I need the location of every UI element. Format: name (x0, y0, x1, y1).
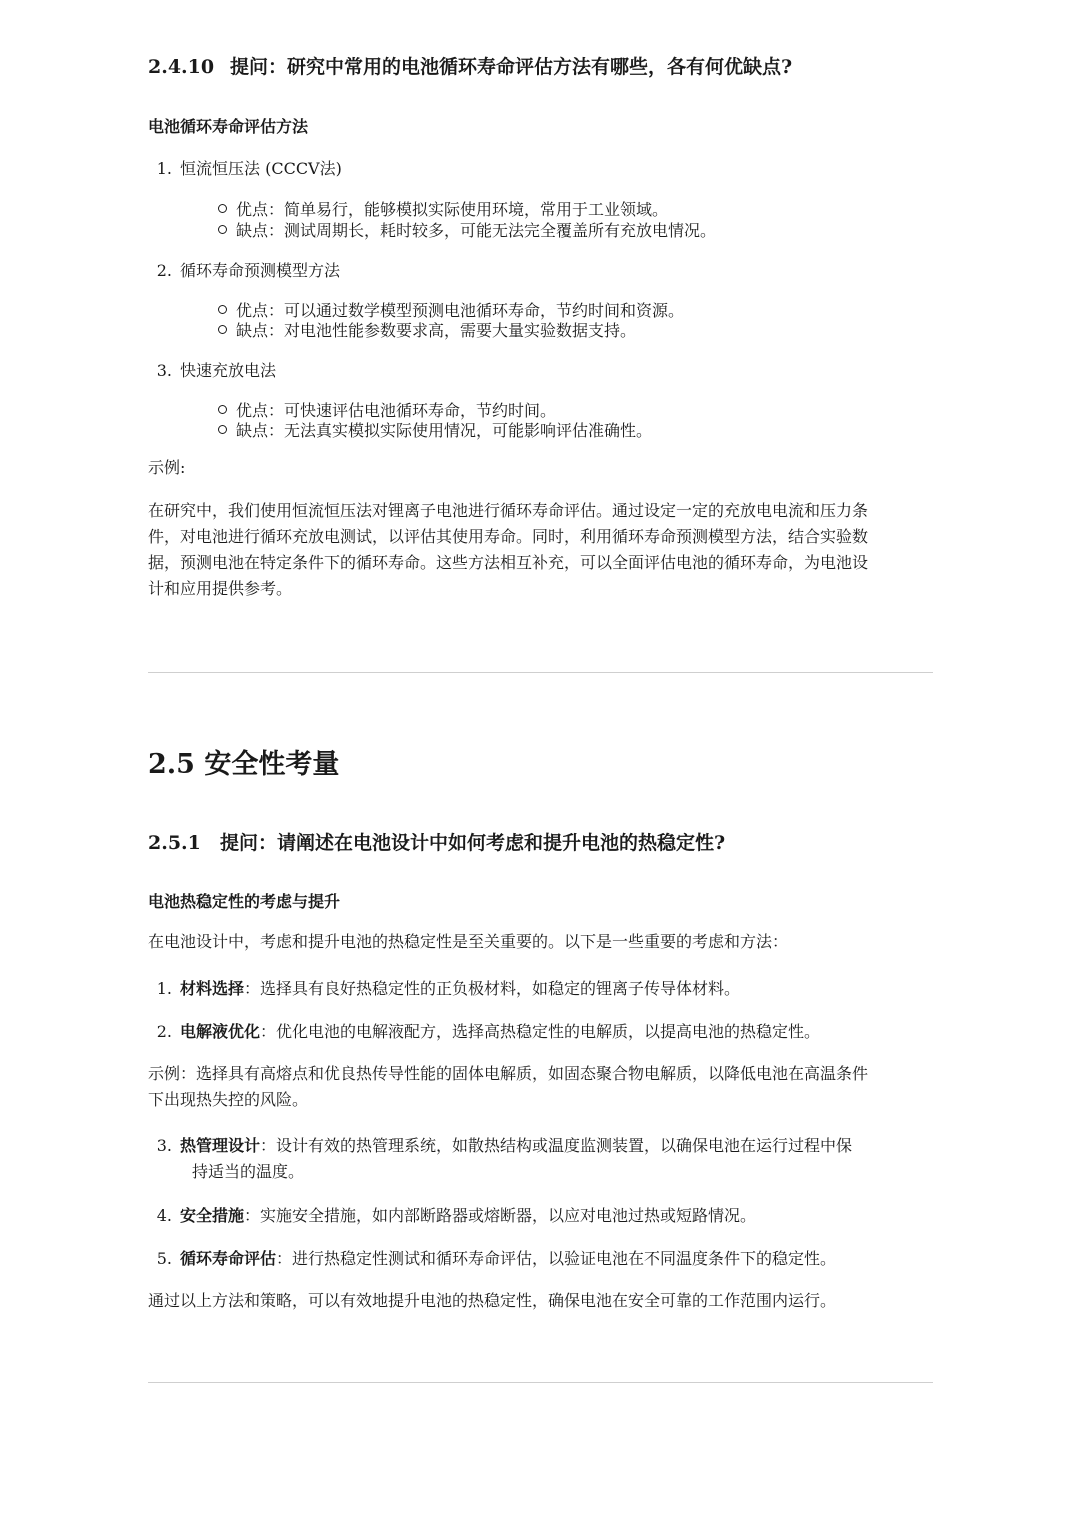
cons-text: 无法真实模拟实际使用情况，可能影响评估准确性。 (284, 421, 653, 440)
cons-text: 对电池性能参数要求高，需要大量实验数据支持。 (284, 321, 637, 340)
section-title: 提问：请阐述在电池设计中如何考虑和提升电池的热稳定性? (220, 832, 726, 854)
bullet-circle-icon (218, 425, 227, 434)
method-item-2 (148, 258, 340, 281)
thermal-example-line-1: 示例：选择具有高熔点和优良热传导性能的固体电解质，如固态聚合物电解质，以降低电池在高温条件 (148, 1064, 869, 1083)
section-divider-bottom (148, 1382, 933, 1383)
pros-label: 优点： (236, 401, 285, 420)
cons-label: 缺点： (236, 221, 285, 240)
example-paragraph-line-1: 在研究中，我们使用恒流恒压法对锂离子电池进行循环寿命评估。通过设定一定的充放电电流和压力条 (148, 501, 869, 520)
section-2-5-1-heading (148, 828, 725, 855)
list-number: 1. (156, 979, 172, 998)
item-label: 材料选择 (180, 979, 245, 998)
thermal-item-3-continuation: 持适当的温度。 (192, 1162, 305, 1181)
example-label: 示例: (148, 458, 186, 477)
item-label: 电解液优化 (180, 1022, 261, 1041)
item-text: ：进行热稳定性测试和循环寿命评估，以验证电池在不同温度条件下的稳定性。 (276, 1249, 837, 1268)
list-number: 2. (156, 261, 172, 280)
pros-text: 可快速评估电池循环寿命，节约时间。 (284, 401, 557, 420)
example-paragraph-line-2: 件，对电池进行循环充放电测试，以评估其使用寿命。同时，利用循环寿命预测模型方法，结合实验数 (148, 527, 869, 546)
cons-label: 缺点： (236, 421, 285, 440)
pros-text: 可以通过数学模型预测电池循环寿命，节约时间和资源。 (284, 301, 685, 320)
section-number: 2.4.10 (148, 56, 215, 78)
thermal-item-4 (148, 1203, 756, 1226)
thermal-example-line-2: 下出现热失控的风险。 (148, 1090, 309, 1109)
pros-label: 优点： (236, 200, 285, 219)
item-label: 循环寿命评估 (180, 1249, 277, 1268)
thermal-item-3 (148, 1133, 852, 1156)
section-title: 提问：研究中常用的电池循环寿命评估方法有哪些，各有何优缺点? (230, 56, 793, 78)
item-text: ：选择具有良好热稳定性的正负极材料，如稳定的锂离子传导体材料。 (244, 979, 741, 998)
method-item-3 (148, 358, 276, 381)
method-2-cons (218, 318, 636, 341)
bullet-circle-icon (218, 225, 227, 234)
section-divider (148, 672, 933, 673)
method-3-cons (218, 418, 652, 441)
item-label: 热管理设计 (180, 1136, 261, 1155)
pros-label: 优点： (236, 301, 285, 320)
bullet-circle-icon (218, 204, 227, 213)
method-title: 循环寿命预测模型方法 (180, 261, 341, 280)
item-text: ：实施安全措施，如内部断路器或熔断器，以应对电池过热或短路情况。 (244, 1206, 757, 1225)
list-number: 1. (156, 159, 172, 178)
pros-text: 简单易行，能够模拟实际使用环境，常用于工业领域。 (284, 200, 669, 219)
cons-text: 测试周期长，耗时较多，可能无法完全覆盖所有充放电情况。 (284, 221, 717, 240)
method-1-pros (218, 197, 668, 220)
section-number: 2.5.1 (148, 832, 201, 854)
section-2-5-heading: 2.5 安全性考量 (148, 749, 340, 780)
bullet-circle-icon (218, 305, 227, 314)
thermal-item-5 (148, 1246, 836, 1269)
example-paragraph-line-3: 据，预测电池在特定条件下的循环寿命。这些方法相互补充，可以全面评估电池的循环寿命，为电池设 (148, 553, 869, 572)
bullet-circle-icon (218, 405, 227, 414)
list-number: 3. (156, 1136, 172, 1155)
list-number: 4. (156, 1206, 172, 1225)
item-text: ：设计有效的热管理系统，如散热结构或温度监测装置，以确保电池在运行过程中保 (260, 1136, 853, 1155)
method-1-cons (218, 218, 716, 241)
subheading-thermal-stability: 电池热稳定性的考虑与提升 (148, 892, 341, 911)
list-number: 5. (156, 1249, 172, 1268)
example-paragraph-line-4: 计和应用提供参考。 (148, 579, 293, 598)
method-item-1 (148, 156, 342, 179)
cons-label: 缺点： (236, 321, 285, 340)
item-text: ：优化电池的电解液配方，选择高热稳定性的电解质，以提高电池的热稳定性。 (260, 1022, 821, 1041)
item-label: 安全措施 (180, 1206, 245, 1225)
subheading-cycle-life-methods: 电池循环寿命评估方法 (148, 117, 309, 136)
list-number: 3. (156, 361, 172, 380)
thermal-item-2 (148, 1019, 820, 1042)
conclusion-paragraph: 通过以上方法和策略，可以有效地提升电池的热稳定性，确保电池在安全可靠的工作范围内运行。 (148, 1291, 837, 1310)
method-title: 快速充放电法 (180, 361, 277, 380)
list-number: 2. (156, 1022, 172, 1041)
section-2-4-10-heading (148, 52, 792, 79)
method-title: 恒流恒压法 (CCCV法) (180, 159, 342, 178)
thermal-item-1 (148, 976, 740, 999)
bullet-circle-icon (218, 325, 227, 334)
intro-paragraph: 在电池设计中，考虑和提升电池的热稳定性是至关重要的。以下是一些重要的考虑和方法： (148, 932, 789, 951)
